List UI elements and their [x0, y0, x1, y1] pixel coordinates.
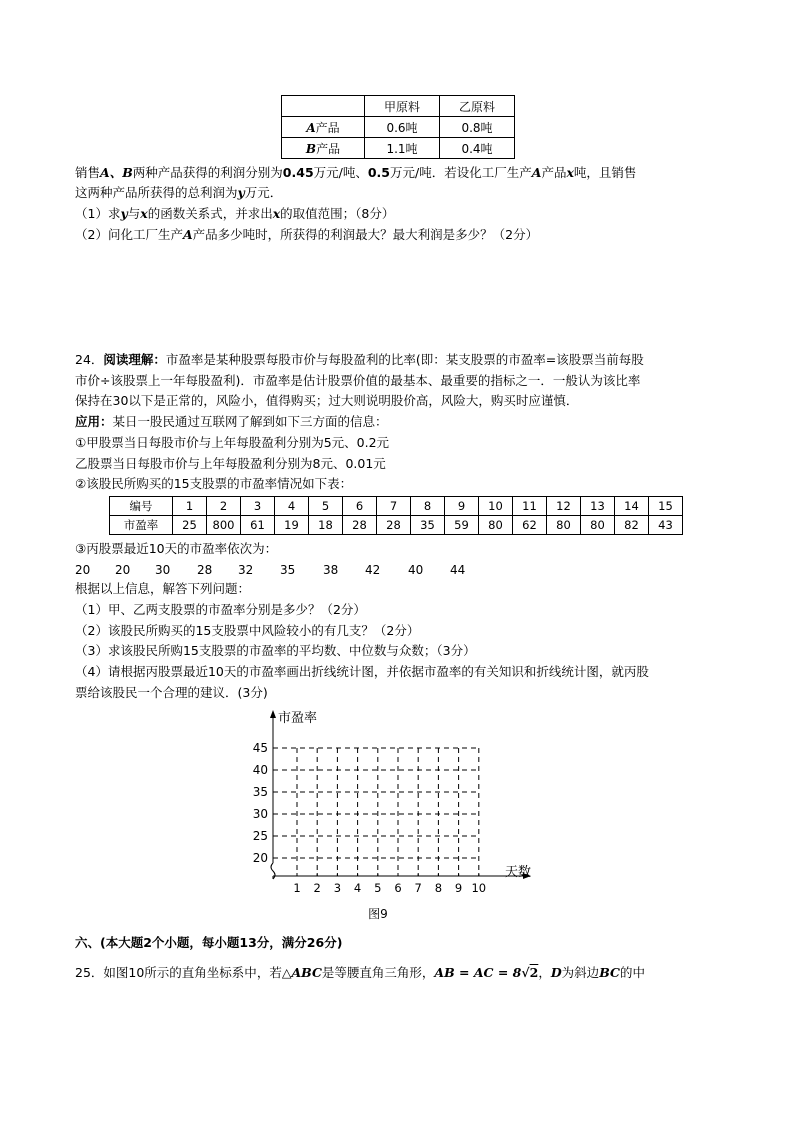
- x-tick-label: 7: [414, 881, 422, 895]
- materials-table: [281, 95, 515, 159]
- table-cell: 80: [479, 516, 513, 535]
- x-tick-label: 8: [434, 881, 443, 895]
- table-cell: 13: [581, 497, 615, 516]
- table-row: [282, 117, 515, 138]
- table-cell: 1: [173, 497, 207, 516]
- table-cell: 7: [377, 497, 411, 516]
- q23-subquestion-2: （2）问化工厂生产A产品多少吨时，所获得的利润最大？最大利润是多少？（2分）: [75, 227, 539, 242]
- figure-caption: 图9: [368, 907, 388, 921]
- table-cell: 3: [241, 497, 275, 516]
- x-tick-label: 4: [353, 881, 362, 895]
- table-cell: 28: [377, 516, 411, 535]
- x-tick-label: 1: [293, 881, 301, 895]
- table-cell: 2: [207, 497, 241, 516]
- sequence-value: 40: [408, 563, 424, 577]
- y-axis-title: 市盈率: [278, 711, 318, 726]
- table-cell: 25: [173, 516, 207, 535]
- table-header-cell: 乙原料: [440, 96, 515, 117]
- q24-subquestion-4a: （4）请根据丙股票最近10天的市盈率画出折线统计图，并依据市盈率的有关知识和折线统计图，就丙股: [75, 664, 649, 679]
- table-header-cell: [282, 96, 365, 117]
- y-tick-label: 40: [252, 763, 268, 777]
- sequence-value: 44: [450, 563, 466, 577]
- table-cell: 8: [411, 497, 445, 516]
- x-tick-label: 3: [333, 881, 342, 895]
- table-cell: 11: [513, 497, 547, 516]
- q24-info3: ③丙股票最近10天的市盈率依次为：: [75, 541, 278, 556]
- table-header-cell: 甲原料: [365, 96, 440, 117]
- sequence-value: 38: [323, 563, 339, 577]
- table-cell: 80: [547, 516, 581, 535]
- q24-subquestion-1: （1）甲、乙两支股票的市盈率分别是多少？（2分）: [75, 602, 366, 617]
- y-axis-arrow: [270, 710, 276, 718]
- sequence-value: 20: [115, 563, 131, 577]
- table-header-cell: 编号: [110, 497, 173, 516]
- table-row: [282, 138, 515, 159]
- sequence-value: 32: [238, 563, 254, 577]
- table-cell: 0.6吨: [365, 117, 440, 138]
- sequence-value: 28: [197, 563, 213, 577]
- q24-info1-yi: 乙股票当日每股市价与上年每股盈利分别为8元、0.01元: [75, 456, 386, 471]
- q24-info2: ②该股民所购买的15支股票的市盈率情况如下表：: [75, 476, 353, 491]
- table-cell: 59: [445, 516, 479, 535]
- section-6-title: 六、(本大题2个小题，每小题13分，满分26分): [75, 935, 343, 950]
- y-tick-label: 45: [252, 741, 268, 755]
- table-cell: 0.4吨: [440, 138, 515, 159]
- table-cell: 0.8吨: [440, 117, 515, 138]
- q25-line1: 25．如图10所示的直角坐标系中，若△ABC是等腰直角三角形，AB = AC = 8√2，D为斜边BC的中: [75, 965, 645, 980]
- table-cell: 43: [649, 516, 683, 535]
- table-cell: 800: [207, 516, 241, 535]
- table-row: [110, 516, 683, 535]
- q24-paragraph-line2: 市价÷该股票上一年每股盈利)．市盈率是估计股票价值的最基本、最重要的指标之一．一般认为该比率: [75, 373, 641, 388]
- x-tick-label: 9: [454, 881, 463, 895]
- q24-subquestion-4b: 票给该股民一个合理的建议．(3分): [75, 685, 268, 700]
- q24-answer-prompt: 根据以上信息，解答下列问题：: [75, 581, 251, 596]
- y-tick-label: 25: [252, 829, 268, 843]
- x-tick-label: 10: [471, 881, 487, 895]
- q23-subquestion-1: （1）求y与x的函数关系式，并求出x的取值范围；（8分）: [75, 206, 395, 221]
- q24-application-line: 应用：某日一股民通过互联网了解到如下三方面的信息：: [75, 414, 388, 429]
- table-cell: A产品: [282, 117, 365, 138]
- q24-paragraph-line1: 24．阅读理解：市盈率是某种股票每股市价与每股盈利的比率(即：某支股票的市盈率=该股票当前每股: [75, 352, 644, 367]
- table-cell: 14: [615, 497, 649, 516]
- q24-info1-jia: ①甲股票当日每股市价与上年每股盈利分别为5元、0.2元: [75, 435, 390, 450]
- table-cell: 4: [275, 497, 309, 516]
- table-cell: 28: [343, 516, 377, 535]
- x-axis-title: 天数: [505, 865, 532, 880]
- sequence-value: 42: [365, 563, 381, 577]
- q23-intro-line2: 这两种产品所获得的总利润为y万元．: [75, 185, 283, 200]
- table-cell: 18: [309, 516, 343, 535]
- table-cell: 80: [581, 516, 615, 535]
- table-cell: 35: [411, 516, 445, 535]
- pe-ratio-table: [109, 496, 683, 535]
- table-cell: 62: [513, 516, 547, 535]
- table-cell: 9: [445, 497, 479, 516]
- sequence-value: 30: [155, 563, 171, 577]
- x-tick-label: 2: [313, 881, 321, 895]
- table-cell: B产品: [282, 138, 365, 159]
- table-cell: 12: [547, 497, 581, 516]
- table-cell: 82: [615, 516, 649, 535]
- q24-subquestion-3: （3）求该股民所购15支股票的市盈率的平均数、中位数与众数；（3分）: [75, 643, 476, 658]
- q23-intro-line1: 销售A、B两种产品获得的利润分别为0.45万元/吨、0.5万元/吨．若设化工厂生产A产品x吨，且销售: [75, 165, 637, 180]
- sequence-value: 35: [280, 563, 296, 577]
- table-row: [282, 96, 515, 117]
- table-row: [110, 497, 683, 516]
- x-tick-label: 5: [374, 881, 382, 895]
- table-cell: 6: [343, 497, 377, 516]
- y-tick-label: 35: [252, 785, 268, 799]
- q24-paragraph-line3: 保持在30以下是正常的，风险小，值得购买；过大则说明股价高，风险大，购买时应谨慎．: [75, 393, 579, 408]
- sequence-value: 20: [75, 563, 91, 577]
- pe-line-chart-grid: [240, 705, 550, 925]
- table-cell: 61: [241, 516, 275, 535]
- y-tick-label: 30: [252, 807, 268, 821]
- table-cell: 5: [309, 497, 343, 516]
- y-tick-label: 20: [252, 851, 268, 865]
- table-cell: 19: [275, 516, 309, 535]
- x-tick-label: 6: [394, 881, 402, 895]
- table-cell: 1.1吨: [365, 138, 440, 159]
- table-cell: 15: [649, 497, 683, 516]
- q24-subquestion-2: （2）该股民所购买的15支股票中风险较小的有几支？（2分）: [75, 623, 420, 638]
- table-header-cell: 市盈率: [110, 516, 173, 535]
- table-cell: 10: [479, 497, 513, 516]
